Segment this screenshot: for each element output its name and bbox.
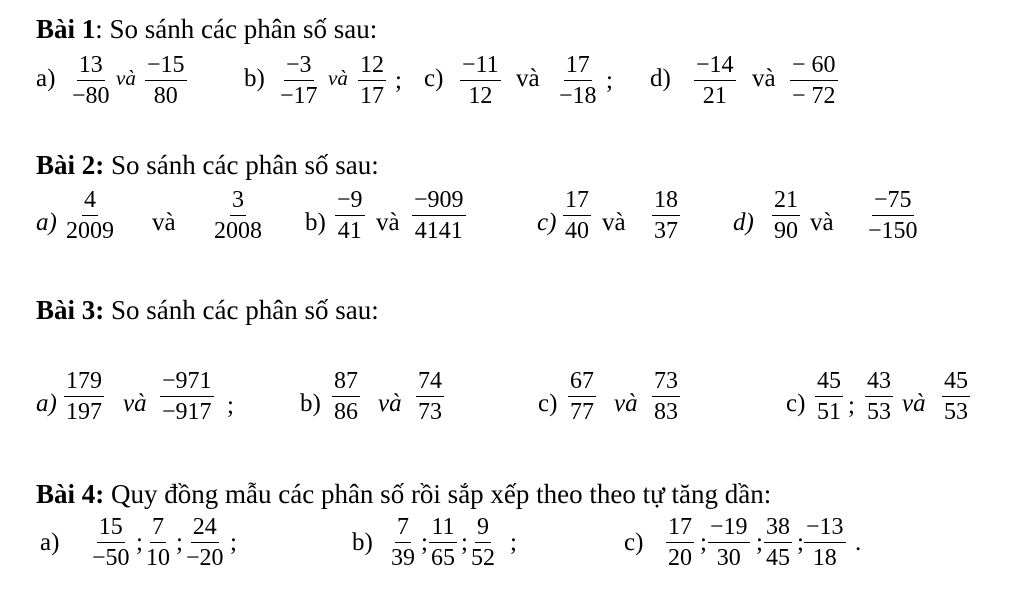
numerator: 18 xyxy=(652,188,680,216)
denominator: 20 xyxy=(668,545,692,571)
denominator: 83 xyxy=(654,399,678,425)
ex1-c-label: c) xyxy=(424,65,444,92)
numerator: −19 xyxy=(708,515,750,543)
denominator: 40 xyxy=(565,218,589,244)
ex1-b-conjunction: và xyxy=(328,66,348,90)
numerator: 24 xyxy=(191,515,219,543)
ex4-b-separator-1: ; xyxy=(421,529,428,556)
ex4-c-label: c) xyxy=(624,529,644,556)
ex3-b-fraction-1 xyxy=(332,369,360,424)
denominator: 30 xyxy=(716,545,741,571)
ex4-a-separator-1: ; xyxy=(136,529,143,556)
exercise-2-instruction: So sánh các phân số sau: xyxy=(104,150,379,180)
ex4-b-fraction-3 xyxy=(469,515,497,570)
ex3-a-fraction-1 xyxy=(64,369,104,424)
denominator: 2008 xyxy=(214,218,262,244)
ex1-d-label: d) xyxy=(650,65,671,92)
ex1-d-conjunction: và xyxy=(752,65,776,92)
denominator: 45 xyxy=(766,545,790,571)
denominator: 53 xyxy=(944,399,968,425)
denominator: 52 xyxy=(471,545,495,571)
numerator: 13 xyxy=(77,53,105,81)
ex3-c2-separator: ; xyxy=(848,392,855,419)
ex3-c2-conjunction: và xyxy=(902,390,926,417)
ex3-a-fraction-2 xyxy=(160,369,214,424)
ex4-c-fraction-2 xyxy=(708,515,750,570)
ex2-b-conjunction: và xyxy=(376,209,400,236)
denominator: 51 xyxy=(817,399,841,425)
numerator: −3 xyxy=(284,53,314,81)
numerator: 3 xyxy=(230,188,246,216)
denominator: 90 xyxy=(774,218,798,244)
ex3-a-label: a) xyxy=(36,390,57,417)
numerator: 4 xyxy=(82,188,98,216)
denominator: 37 xyxy=(654,218,678,244)
ex2-b-fraction-1 xyxy=(335,188,365,243)
denominator: 65 xyxy=(431,545,455,571)
ex2-c-conjunction: và xyxy=(602,209,626,236)
numerator: 74 xyxy=(416,369,444,397)
denominator: 197 xyxy=(66,399,102,425)
denominator: 86 xyxy=(334,399,358,425)
denominator: −17 xyxy=(280,83,318,109)
denominator: 39 xyxy=(391,545,415,571)
denominator: −50 xyxy=(92,545,130,571)
ex1-d-fraction-1 xyxy=(694,53,736,108)
exercise-2-heading: Bài 2: xyxy=(36,150,105,180)
ex2-d-conjunction: và xyxy=(810,209,834,236)
ex1-a-fraction-2 xyxy=(145,53,187,108)
denominator: 2009 xyxy=(66,218,114,244)
numerator: 15 xyxy=(97,515,125,543)
ex3-c2-fraction-3 xyxy=(942,369,970,424)
ex4-b-separator-2: ; xyxy=(461,529,468,556)
ex4-c-separator-1: ; xyxy=(700,529,707,556)
ex1-c-fraction-1 xyxy=(460,53,501,108)
ex4-c-separator-2: ; xyxy=(756,529,763,556)
ex4-a-label: a) xyxy=(40,529,60,556)
numerator: 87 xyxy=(332,369,360,397)
numerator: 179 xyxy=(64,369,104,397)
ex3-b-fraction-2 xyxy=(416,369,444,424)
ex4-c-fraction-1 xyxy=(666,515,694,570)
exercise-1-heading: Bài 1 xyxy=(36,14,96,44)
ex3-b-conjunction: và xyxy=(378,390,402,417)
ex1-a-conjunction: và xyxy=(116,66,136,90)
numerator: 7 xyxy=(150,515,166,543)
numerator: 17 xyxy=(563,188,591,216)
numerator: 38 xyxy=(764,515,792,543)
ex1-c-conjunction: và xyxy=(516,65,540,92)
ex2-a-conjunction: và xyxy=(152,209,176,236)
denominator: 21 xyxy=(702,83,727,109)
ex3-c2-fraction-2 xyxy=(865,369,893,424)
ex1-d-fraction-2 xyxy=(790,53,838,108)
exercise-2-title xyxy=(36,152,379,179)
ex4-c-separator-3: ; xyxy=(797,529,804,556)
numerator: − 60 xyxy=(790,53,838,81)
ex4-b-fraction-1 xyxy=(389,515,417,570)
ex3-a-conjunction: và xyxy=(123,390,147,417)
ex4-a-fraction-2 xyxy=(144,515,172,570)
ex3-c-label: c) xyxy=(538,390,558,417)
exercise-3-instruction: So sánh các phân số sau: xyxy=(104,295,379,325)
ex2-c-fraction-2 xyxy=(652,188,680,243)
denominator: 18 xyxy=(812,545,837,571)
denominator: − 72 xyxy=(792,83,836,109)
denominator: −20 xyxy=(186,545,224,571)
numerator: 45 xyxy=(815,369,843,397)
ex1-c-fraction-2 xyxy=(557,53,599,108)
ex3-c2-label: c) xyxy=(786,390,806,417)
ex3-c-conjunction: và xyxy=(614,390,638,417)
numerator: 11 xyxy=(429,515,456,543)
ex2-d-label: d) xyxy=(733,209,754,236)
ex2-d-fraction-1 xyxy=(772,188,800,243)
exercise-3-heading: Bài 3: xyxy=(36,295,105,325)
denominator: 17 xyxy=(360,83,384,109)
ex1-b-separator: ; xyxy=(395,67,402,94)
exercise-4-instruction: Quy đồng mẫu các phân số rồi sắp xếp theo theo tự tăng dần: xyxy=(104,479,772,509)
denominator: −18 xyxy=(559,83,597,109)
denominator: 77 xyxy=(570,399,594,425)
ex3-c2-fraction-1 xyxy=(815,369,843,424)
exercise-3-title xyxy=(36,297,379,324)
ex2-d-fraction-2 xyxy=(866,188,920,243)
ex3-c-fraction-1 xyxy=(568,369,596,424)
numerator: 45 xyxy=(942,369,970,397)
ex1-b-fraction-2 xyxy=(358,53,386,108)
numerator: 73 xyxy=(652,369,680,397)
ex3-c-fraction-2 xyxy=(652,369,680,424)
ex1-b-label: b) xyxy=(244,65,265,92)
ex2-c-fraction-1 xyxy=(563,188,591,243)
ex1-b-fraction-1 xyxy=(278,53,320,108)
exercise-1-instruction: : So sánh các phân số sau: xyxy=(95,14,378,44)
numerator: 21 xyxy=(772,188,800,216)
numerator: 12 xyxy=(358,53,386,81)
numerator: 7 xyxy=(395,515,411,543)
numerator: 17 xyxy=(666,515,694,543)
ex4-a-end: ; xyxy=(230,529,237,556)
ex4-c-fraction-4 xyxy=(804,515,846,570)
ex1-a-fraction-1 xyxy=(70,53,112,108)
ex4-a-fraction-3 xyxy=(184,515,226,570)
ex4-c-end: . xyxy=(855,529,862,556)
ex1-c-separator: ; xyxy=(606,67,613,94)
ex2-a-fraction-2 xyxy=(212,188,264,243)
numerator: −11 xyxy=(460,53,501,81)
denominator: 4141 xyxy=(414,218,463,244)
ex2-b-fraction-2 xyxy=(412,188,466,243)
exercise-1-title xyxy=(36,16,377,43)
ex2-c-label: c) xyxy=(537,209,557,236)
denominator: 53 xyxy=(867,399,891,425)
numerator: 17 xyxy=(564,53,592,81)
ex4-c-fraction-3 xyxy=(764,515,792,570)
numerator: −14 xyxy=(694,53,736,81)
denominator: 73 xyxy=(418,399,442,425)
numerator: 9 xyxy=(475,515,491,543)
numerator: 43 xyxy=(865,369,893,397)
ex2-a-fraction-1 xyxy=(64,188,116,243)
ex2-a-label: a) xyxy=(36,209,57,236)
ex4-b-fraction-2 xyxy=(429,515,457,570)
numerator: 67 xyxy=(568,369,596,397)
numerator: −15 xyxy=(145,53,187,81)
numerator: −75 xyxy=(872,188,914,216)
denominator: 12 xyxy=(468,83,493,109)
ex3-a-separator: ; xyxy=(227,392,234,419)
ex4-b-label: b) xyxy=(352,529,373,556)
exercise-4-title xyxy=(36,481,771,508)
denominator: −917 xyxy=(162,399,212,425)
denominator: −80 xyxy=(72,83,110,109)
denominator: 41 xyxy=(337,218,362,244)
ex1-a-label: a) xyxy=(36,65,56,92)
numerator: −13 xyxy=(804,515,846,543)
denominator: 10 xyxy=(146,545,170,571)
ex2-b-label: b) xyxy=(305,209,326,236)
denominator: 80 xyxy=(153,83,178,109)
ex3-b-label: b) xyxy=(300,390,321,417)
exercise-4-heading: Bài 4: xyxy=(36,479,105,509)
numerator: −9 xyxy=(335,188,365,216)
denominator: −150 xyxy=(868,218,918,244)
ex4-a-fraction-1 xyxy=(90,515,132,570)
ex4-b-end: ; xyxy=(510,529,517,556)
numerator: −909 xyxy=(412,188,466,216)
numerator: −971 xyxy=(160,369,214,397)
ex4-a-separator-2: ; xyxy=(176,529,183,556)
